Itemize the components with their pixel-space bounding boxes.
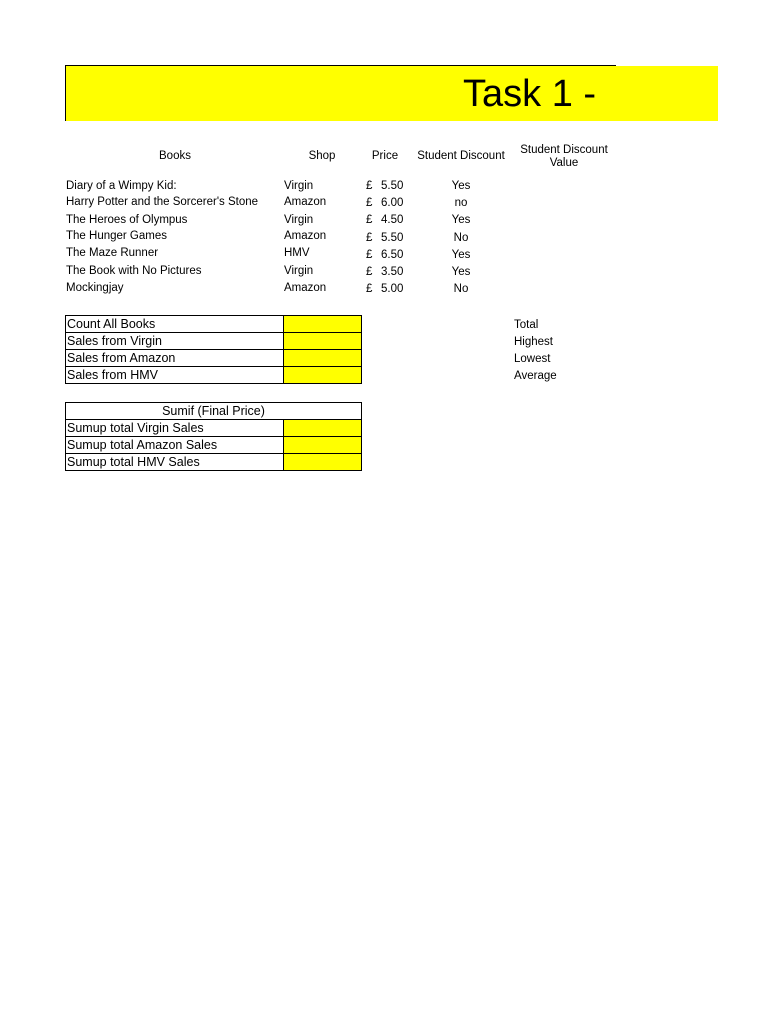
book-price: 3.50 — [381, 266, 404, 278]
currency-symbol: £ — [366, 180, 373, 192]
sumif-caption: Sumif (Final Price) — [66, 403, 362, 420]
sumif-value-cell[interactable] — [284, 420, 362, 437]
count-label: Sales from HMV — [66, 367, 284, 384]
count-table — [65, 315, 362, 384]
book-title: Harry Potter and the Sorcerer's Stone — [66, 196, 259, 208]
book-shop: Amazon — [284, 196, 327, 208]
stat-label-average: Average — [514, 370, 557, 382]
book-discount: no — [454, 197, 468, 209]
book-discount: No — [453, 232, 469, 244]
book-shop: Virgin — [284, 214, 314, 226]
sumif-value-cell[interactable] — [284, 454, 362, 471]
sumif-value-cell[interactable] — [284, 437, 362, 454]
sumif-label: Sumup total Virgin Sales — [66, 420, 284, 437]
book-shop: Amazon — [284, 230, 327, 242]
book-title: The Hunger Games — [66, 230, 167, 242]
book-price: 5.50 — [381, 180, 404, 192]
stat-label-total: Total — [514, 319, 539, 331]
page-title: Task 1 - — [463, 73, 597, 115]
book-title: Mockingjay — [66, 282, 124, 294]
header-student-discount-value: Student Discount Value — [520, 144, 608, 169]
count-value-cell[interactable] — [284, 350, 362, 367]
count-value-cell[interactable] — [284, 367, 362, 384]
stat-label-highest: Highest — [514, 336, 553, 348]
book-shop: Virgin — [284, 265, 314, 277]
currency-symbol: £ — [366, 266, 373, 278]
stat-label-lowest: Lowest — [514, 353, 551, 365]
count-value-cell[interactable] — [284, 333, 362, 350]
book-discount: No — [453, 283, 469, 295]
book-title: The Maze Runner — [66, 247, 159, 259]
currency-symbol: £ — [366, 214, 373, 226]
book-discount: Yes — [451, 180, 471, 192]
table-row — [66, 420, 362, 437]
count-label: Count All Books — [66, 316, 284, 333]
currency-symbol: £ — [366, 232, 373, 244]
book-price: 4.50 — [381, 214, 404, 226]
count-label: Sales from Amazon — [66, 350, 284, 367]
currency-symbol: £ — [366, 197, 373, 209]
count-label: Sales from Virgin — [66, 333, 284, 350]
book-shop: Amazon — [284, 282, 327, 294]
table-row — [66, 454, 362, 471]
sumif-label: Sumup total Amazon Sales — [66, 437, 284, 454]
book-title: The Book with No Pictures — [66, 265, 202, 277]
table-row — [66, 367, 362, 384]
table-caption-row — [66, 403, 362, 420]
book-discount: Yes — [451, 266, 471, 278]
sumif-label: Sumup total HMV Sales — [66, 454, 284, 471]
book-discount: Yes — [451, 214, 471, 226]
table-row — [66, 437, 362, 454]
header-books: Books — [159, 150, 191, 162]
header-student-discount: Student Discount — [417, 150, 505, 162]
book-price: 5.50 — [381, 232, 404, 244]
book-shop: HMV — [284, 247, 310, 259]
book-price: 5.00 — [381, 283, 404, 295]
currency-symbol: £ — [366, 283, 373, 295]
count-value-cell[interactable] — [284, 316, 362, 333]
book-title: Diary of a Wimpy Kid: — [66, 180, 177, 192]
book-price: 6.50 — [381, 249, 404, 261]
header-shop: Shop — [308, 150, 336, 162]
table-row — [66, 316, 362, 333]
header-price: Price — [371, 150, 399, 162]
book-shop: Virgin — [284, 180, 314, 192]
book-title: The Heroes of Olympus — [66, 214, 188, 226]
currency-symbol: £ — [366, 249, 373, 261]
table-row — [66, 350, 362, 367]
sumif-table — [65, 402, 362, 471]
book-discount: Yes — [451, 249, 471, 261]
book-price: 6.00 — [381, 197, 404, 209]
table-row — [66, 333, 362, 350]
